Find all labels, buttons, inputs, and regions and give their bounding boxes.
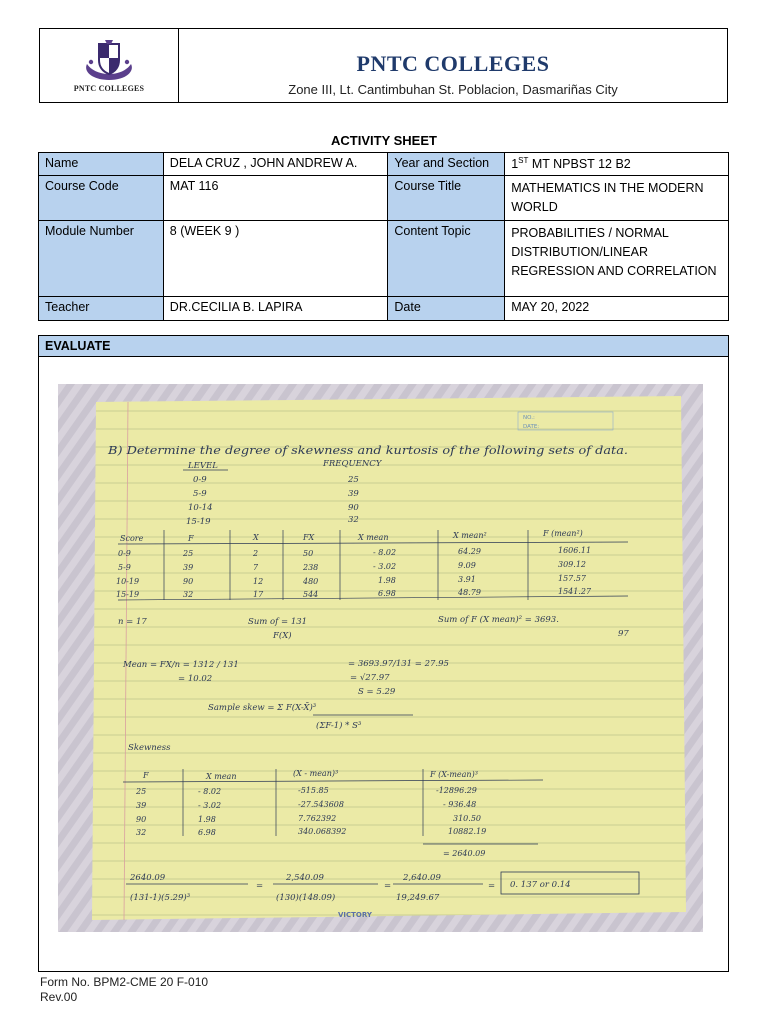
paper-date-label: DATE: [523, 424, 540, 430]
t3-cell: 39 [136, 801, 147, 810]
final-result: 0. 137 or 0.14 [510, 880, 571, 890]
t1-cell: 10-14 [188, 503, 213, 513]
t2-cell: 1.98 [378, 576, 396, 585]
final-den-1: (131-1)(5.29)³ [130, 893, 191, 903]
t3-cell: 25 [136, 787, 147, 796]
t2-cell: 17 [253, 590, 264, 599]
t2-header: F [188, 534, 194, 543]
date-value: MAY 20, 2022 [505, 297, 729, 321]
t3-cell: - 936.48 [443, 800, 477, 809]
equals-sign: = [488, 881, 496, 891]
skewness-label: Skewness [128, 743, 171, 753]
t2-cell: 12 [253, 577, 264, 586]
equals-sign: = [384, 881, 392, 891]
t1-cell: 5-9 [193, 489, 207, 499]
activity-info-table [38, 152, 729, 321]
t2-cell: 480 [303, 577, 319, 586]
t2-cell: 157.57 [558, 574, 586, 583]
year-suffix: ST [518, 156, 529, 165]
t2-cell: 64.29 [458, 547, 481, 556]
name-value: DELA CRUZ , JOHN ANDREW A. [163, 153, 388, 176]
t3-cell: 10882.19 [448, 827, 487, 836]
final-num-1: 2640.09 [130, 873, 166, 883]
final-den-2: (130)(148.09) [276, 893, 336, 903]
t2-cell: - 3.02 [373, 562, 397, 571]
t3-cell: -515.85 [298, 786, 329, 795]
t2-cell: 0-9 [118, 549, 131, 558]
mean-result: = 10.02 [178, 674, 213, 684]
t3-cell: 32 [136, 828, 147, 837]
logo-caption: PNTC COLLEGES [73, 84, 145, 93]
college-name: PNTC COLLEGES [356, 51, 550, 76]
t3-cell: 7.762392 [298, 814, 337, 823]
college-address: Zone III, Lt. Cantimbuhan St. Poblacion, Dasmariñas City [288, 82, 618, 97]
t3-cell: 340.068392 [298, 827, 347, 836]
t3-total: = 2640.09 [443, 849, 486, 858]
t2-cell: 25 [183, 549, 194, 558]
year-section-text: MT NPBST 12 B2 [528, 157, 631, 172]
t3-cell: - 3.02 [198, 801, 222, 810]
t3-header: (X - mean)³ [293, 769, 339, 778]
teacher-label: Teacher [39, 297, 164, 321]
form-footer [40, 975, 208, 1005]
content-topic-label: Content Topic [388, 221, 505, 297]
name-label: Name [39, 153, 164, 176]
equals-sign: = [256, 881, 264, 891]
t2-header: Score [120, 534, 144, 543]
t2-cell: 10-19 [116, 577, 140, 586]
paper-no-label: NO.: [523, 415, 535, 421]
t2-cell: 50 [303, 549, 314, 558]
t1-cell: 32 [348, 515, 359, 525]
t3-header: F (X-mean)³ [430, 770, 478, 779]
skew-denominator: (ΣF-1) * S³ [316, 721, 362, 731]
t1-cell: 15-19 [186, 517, 211, 527]
module-number-value: 8 (WEEK 9 ) [163, 221, 388, 297]
year-section-value [505, 153, 729, 176]
t1-cell: 25 [348, 475, 359, 485]
t2-header: X mean [358, 533, 389, 542]
logo-cell [40, 29, 179, 102]
t2-header: FX [303, 533, 315, 542]
notebook-brand: VICTORY [338, 911, 372, 919]
t2-cell: 15-19 [116, 590, 140, 599]
final-num-3: 2,640.09 [403, 873, 441, 883]
t3-cell: 310.50 [453, 814, 481, 823]
teacher-value: DR.CECILIA B. LAPIRA [163, 297, 388, 321]
form-revision: Rev.00 [40, 990, 78, 1004]
sum-fx-label: F(X) [273, 631, 292, 641]
s-line: S = 5.29 [358, 687, 396, 697]
t2-cell: 9.09 [458, 561, 476, 570]
t2-cell: 6.98 [378, 589, 396, 598]
course-title-value: MATHEMATICS IN THE MODERN WORLD [505, 176, 729, 221]
t2-cell: 39 [183, 563, 194, 572]
t2-cell: 544 [303, 590, 319, 599]
t3-cell: 6.98 [198, 828, 216, 837]
activity-sheet-title: ACTIVITY SHEET [331, 133, 437, 148]
t1-cell: 0-9 [193, 475, 207, 485]
t2-cell: - 8.02 [373, 548, 397, 557]
t2-cell: 1541.27 [558, 587, 592, 596]
sum-right-cont: 97 [618, 629, 629, 639]
t2-cell: 5-9 [118, 563, 131, 572]
t1-cell: 90 [348, 503, 359, 513]
course-code-label: Course Code [39, 176, 164, 221]
t3-header: F [143, 771, 149, 780]
t2-cell: 48.79 [458, 588, 481, 597]
variance-line: = 3693.97/131 = 27.95 [348, 659, 449, 669]
evaluate-section [38, 335, 729, 972]
sum-f-line: Sum of = 131 [248, 617, 308, 627]
t2-cell: 3.91 [458, 575, 476, 584]
t2-cell: 90 [183, 577, 194, 586]
sqrt-line: = √27.97 [350, 673, 390, 683]
date-label: Date [388, 297, 505, 321]
college-logo [81, 38, 137, 82]
question-text: B) Determine the degree of skewness and kurtosis of the following sets of data. [106, 444, 629, 457]
t1-header-level: LEVEL [188, 461, 218, 471]
n-line: n = 17 [118, 617, 147, 627]
header-title-cell [179, 29, 727, 102]
content-topic-value: PROBABILITIES / NORMAL DISTRIBUTION/LINEAR REGRESSION AND CORRELATION [505, 221, 729, 297]
t2-cell: 238 [303, 563, 319, 572]
final-den-3: 19,249.67 [396, 893, 440, 903]
document-header [39, 28, 728, 103]
mean-line: Mean = FX/n = 1312 / 131 [123, 660, 239, 670]
year-section-label: Year and Section [388, 153, 505, 176]
course-code-value: MAT 116 [163, 176, 388, 221]
year-number: 1 [511, 157, 519, 172]
t3-cell: - 8.02 [198, 787, 222, 796]
evaluate-header: EVALUATE [39, 336, 728, 357]
t2-header: F (mean²) [543, 529, 583, 538]
t3-cell: -27.543608 [298, 800, 344, 809]
sum-right-line: Sum of F (X mean)² = 3693. [438, 615, 559, 625]
final-num-2: 2,540.09 [286, 873, 324, 883]
t2-header: X mean² [453, 531, 487, 540]
t3-cell: 1.98 [198, 815, 216, 824]
t2-cell: 1606.11 [558, 546, 592, 555]
t2-cell: 2 [253, 549, 259, 558]
form-number: Form No. BPM2-CME 20 F-010 [40, 975, 209, 989]
t1-header-frequency: FREQUENCY [323, 459, 382, 469]
t2-cell: 32 [183, 590, 194, 599]
t3-cell: 90 [136, 815, 147, 824]
module-number-label: Module Number [39, 221, 164, 297]
t2-header: X [253, 533, 259, 542]
skew-formula: Sample skew = Σ F(X-X̄)³ [208, 703, 317, 713]
t1-cell: 39 [348, 489, 359, 499]
course-title-label: Course Title [388, 176, 505, 221]
t2-cell: 7 [253, 563, 259, 572]
handwritten-answer-photo [58, 384, 703, 932]
t3-cell: -12896.29 [436, 786, 477, 795]
t3-header: X mean [206, 772, 237, 781]
t2-cell: 309.12 [558, 560, 586, 569]
